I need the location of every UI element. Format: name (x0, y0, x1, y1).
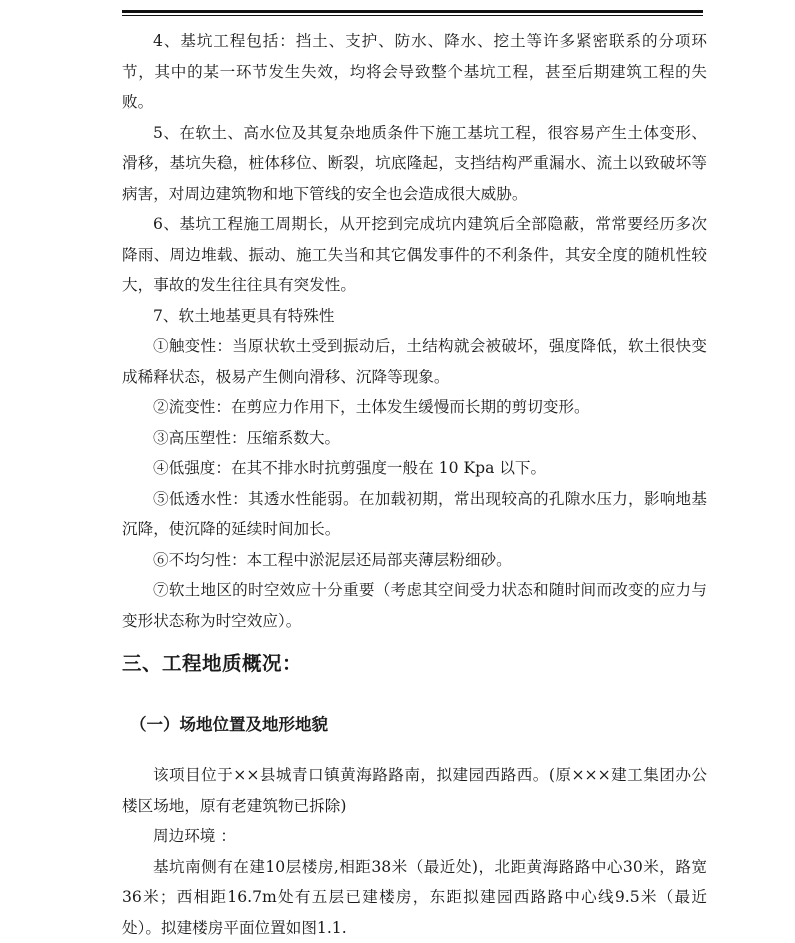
property-time-space-effect: ⑦软土地区的时空效应十分重要（考虑其空间受力状态和随时间而改变的应力与变形状态称为时空效应）。 (122, 575, 707, 636)
surroundings-paragraph: 基坑南侧有在建10层楼房,相距38米（最近处)，北距黄海路路中心30米，路宽36米；西相距16.7m处有五层已建楼房，东距拟建园西路路中心线9.5米（最近处）。拟建楼房平面位置如图1.1. (122, 852, 707, 943)
surroundings-heading: 周边环境 ： (122, 821, 707, 852)
property-rheology: ②流变性：在剪应力作用下，土体发生缓慢而长期的剪切变形。 (122, 392, 707, 423)
body-text-bottom (122, 760, 707, 943)
paragraph-4: 4、基坑工程包括：挡土、支护、防水、降水、挖土等许多紧密联系的分项环节，其中的某一环节发生失效，均将会导致整个基坑工程，甚至后期建筑工程的失败。 (122, 26, 707, 118)
property-low-strength: ④低强度：在其不排水时抗剪强度一般在 10 Kpa 以下。 (122, 453, 707, 484)
paragraph-6: 6、基坑工程施工周期长，从开挖到完成坑内建筑后全部隐蔽，常常要经历多次降雨、周边堆载、振动、施工失当和其它偶发事件的不利条件，其安全度的随机性较大，事故的发生往往具有突发性。 (122, 209, 707, 301)
paragraph-5: 5、在软土、高水位及其复杂地质条件下施工基坑工程，很容易产生土体变形、滑移，基坑失稳，桩体移位、断裂，坑底隆起，支挡结构严重漏水、流土以致破坏等病害，对周边建筑物和地下管线的安全也会造成很大威胁。 (122, 118, 707, 210)
property-heterogeneity: ⑥不均匀性：本工程中淤泥层还局部夹薄层粉细砂。 (122, 545, 707, 576)
subsection-title: （一）场地位置及地形地貌 (130, 711, 328, 735)
body-text-top (122, 26, 707, 636)
section-title: 三、工程地质概况： (122, 648, 302, 676)
property-thixotropy: ①触变性：当原状软土受到振动后，土结构就会被破坏，强度降低，软土很快变成稀释状态，极易产生侧向滑移、沉降等现象。 (122, 331, 707, 392)
property-compressibility: ③高压塑性：压缩系数大。 (122, 423, 707, 454)
property-low-permeability: ⑤低透水性：其透水性能弱。在加载初期，常出现较高的孔隙水压力，影响地基沉降，使沉降的延续时间加长。 (122, 484, 707, 545)
project-location-paragraph: 该项目位于××县城青口镇黄海路路南，拟建园西路西。(原×××建工集团办公楼区场地，原有老建筑物已拆除) (122, 760, 707, 821)
header-rule (122, 10, 703, 13)
paragraph-7: 7、软土地基更具有特殊性 (122, 301, 707, 332)
header-rule-thin (122, 15, 703, 16)
